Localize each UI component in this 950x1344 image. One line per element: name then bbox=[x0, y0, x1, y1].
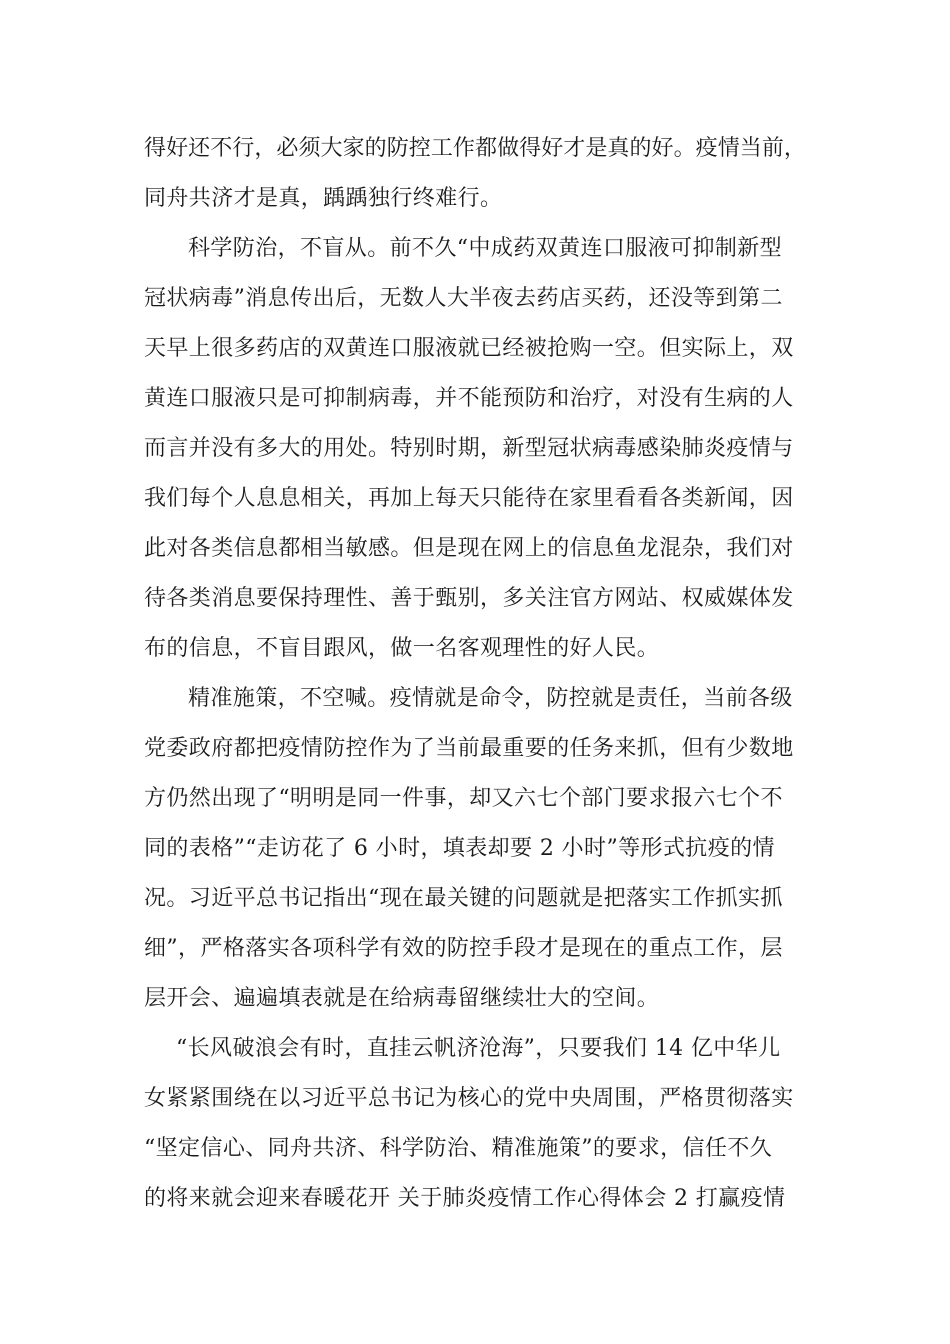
text-line: 我们每个人息息相关，再加上每天只能待在家里看看各类新闻，因 bbox=[144, 486, 794, 511]
text-line: 黄连口服液只是可抑制病毒，并不能预防和治疗，对没有生病的人 bbox=[144, 386, 794, 411]
text-line: “坚定信心、同舟共济、科学防治、精准施策”的要求，信任不久 bbox=[144, 1136, 773, 1161]
text-line: 天早上很多药店的双黄连口服液就已经被抢购一空。但实际上，双 bbox=[144, 336, 794, 361]
text-line: 而言并没有多大的用处。特别时期，新型冠状病毒感染肺炎疫情与 bbox=[144, 436, 794, 461]
paragraph-start-line: “长风破浪会有时，直挂云帆济沧海”，只要我们 14 亿中华儿 bbox=[176, 1036, 781, 1061]
text-line: 此对各类信息都相当敏感。但是现在网上的信息鱼龙混杂，我们对 bbox=[144, 536, 794, 561]
text-line: 层开会、遍遍填表就是在给病毒留继续壮大的空间。 bbox=[144, 986, 660, 1011]
text-line: 党委政府都把疫情防控作为了当前最重要的任务来抓，但有少数地 bbox=[144, 736, 794, 761]
text-line: 况。习近平总书记指出“现在最关键的问题就是把落实工作抓实抓 bbox=[144, 886, 783, 911]
text-line: 待各类消息要保持理性、善于甄别，多关注官方网站、权威媒体发 bbox=[144, 586, 794, 611]
paragraph-start-line: 精准施策，不空喊。疫情就是命令，防控就是责任，当前各级 bbox=[188, 686, 793, 711]
text-line: 布的信息，不盲目跟风，做一名客观理性的好人民。 bbox=[144, 636, 660, 661]
text-line: 女紧紧围绕在以习近平总书记为核心的党中央周围，严格贯彻落实 bbox=[144, 1086, 794, 1111]
text-line: 的将来就会迎来春暖花开 关于肺炎疫情工作心得体会 2 打赢疫情 bbox=[144, 1186, 786, 1211]
paragraph-start-line: 科学防治，不盲从。前不久“中成药双黄连口服液可抑制新型 bbox=[188, 236, 783, 261]
text-line: 细”，严格落实各项科学有效的防控手段才是现在的重点工作，层 bbox=[144, 936, 783, 961]
text-line: 冠状病毒”消息传出后，无数人大半夜去药店买药，还没等到第二 bbox=[144, 286, 783, 311]
text-line: 同舟共济才是真，踽踽独行终难行。 bbox=[144, 186, 503, 211]
text-line: 同的表格”“走访花了 6 小时，填表却要 2 小时”等形式抗疫的情 bbox=[144, 836, 775, 861]
text-line: 得好还不行，必须大家的防控工作都做得好才是真的好。疫情当前， bbox=[144, 136, 807, 161]
text-line: 方仍然出现了“明明是同一件事，却又六七个部门要求报六七个不 bbox=[144, 786, 783, 811]
